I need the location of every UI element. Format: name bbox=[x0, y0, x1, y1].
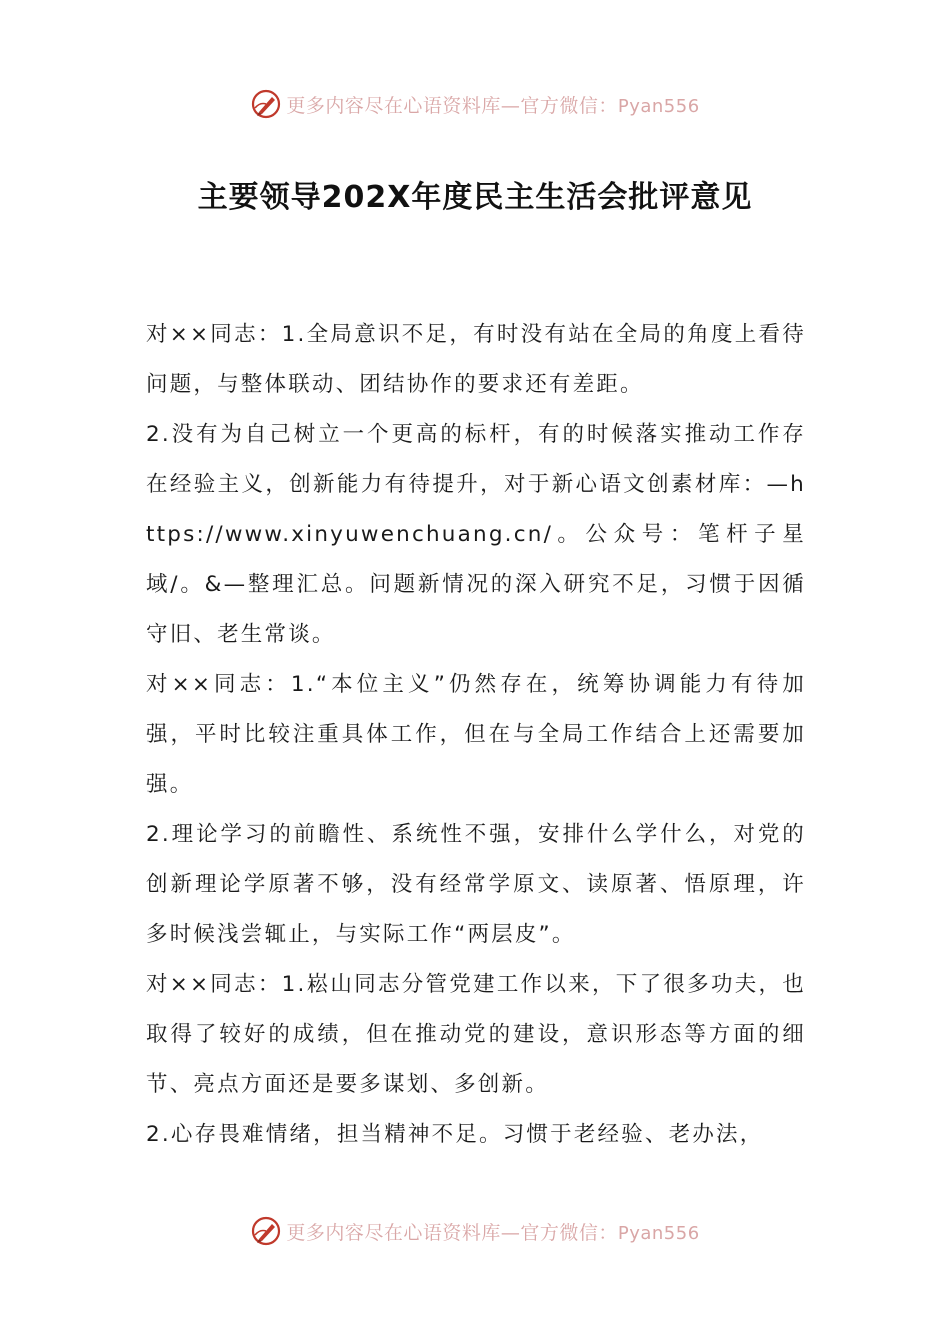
footer-banner bbox=[0, 1211, 950, 1251]
document-body bbox=[146, 310, 806, 1160]
document-title: 主要领导202X年度民主生活会批评意见 bbox=[197, 180, 753, 215]
pen-logo-icon bbox=[250, 1215, 282, 1247]
header-banner-label: 更多内容尽在心语资料库—官方微信： bbox=[286, 94, 618, 117]
paragraph-5: 对××同志：1.崧山同志分管党建工作以来，下了很多功夫，也取得了较好的成绩，但在推动党的建设，意识形态等方面的细节、亮点方面还是要多谋划、多创新。 bbox=[146, 972, 806, 1097]
header-banner bbox=[0, 84, 950, 124]
header-wechat-id: Pyan556 bbox=[617, 95, 700, 117]
paragraph-1: 对××同志：1.全局意识不足，有时没有站在全局的角度上看待问题，与整体联动、团结协作的要求还有差距。 bbox=[146, 322, 806, 397]
paragraph-2: 2.没有为自己树立一个更高的标杆，有的时候落实推动工作存在经验主义，创新能力有待提升，对于新心语文创素材库：—https://www.xinyuwenchuang.cn/。公众号：笔杆子星域/。&—整理汇总。问题新情况的深入研究不足，习惯于因循守旧、老生常谈。 bbox=[146, 422, 806, 647]
footer-wechat-id: Pyan556 bbox=[617, 1222, 700, 1244]
footer-banner-text bbox=[286, 1218, 699, 1245]
footer-banner-label: 更多内容尽在心语资料库—官方微信： bbox=[286, 1221, 618, 1244]
paragraph-6: 2.心存畏难情绪，担当精神不足。习惯于老经验、老办法， bbox=[146, 1122, 764, 1147]
paragraph-4: 2.理论学习的前瞻性、系统性不强，安排什么学什么，对党的创新理论学原著不够，没有经常学原文、读原著、悟原理，许多时候浅尝辄止，与实际工作“两层皮”。 bbox=[146, 822, 806, 947]
paragraph-3: 对××同志：1.“本位主义”仍然存在，统筹协调能力有待加强，平时比较注重具体工作，但在与全局工作结合上还需要加强。 bbox=[146, 672, 806, 797]
pen-logo-icon bbox=[250, 88, 282, 120]
header-banner-text bbox=[286, 91, 699, 118]
